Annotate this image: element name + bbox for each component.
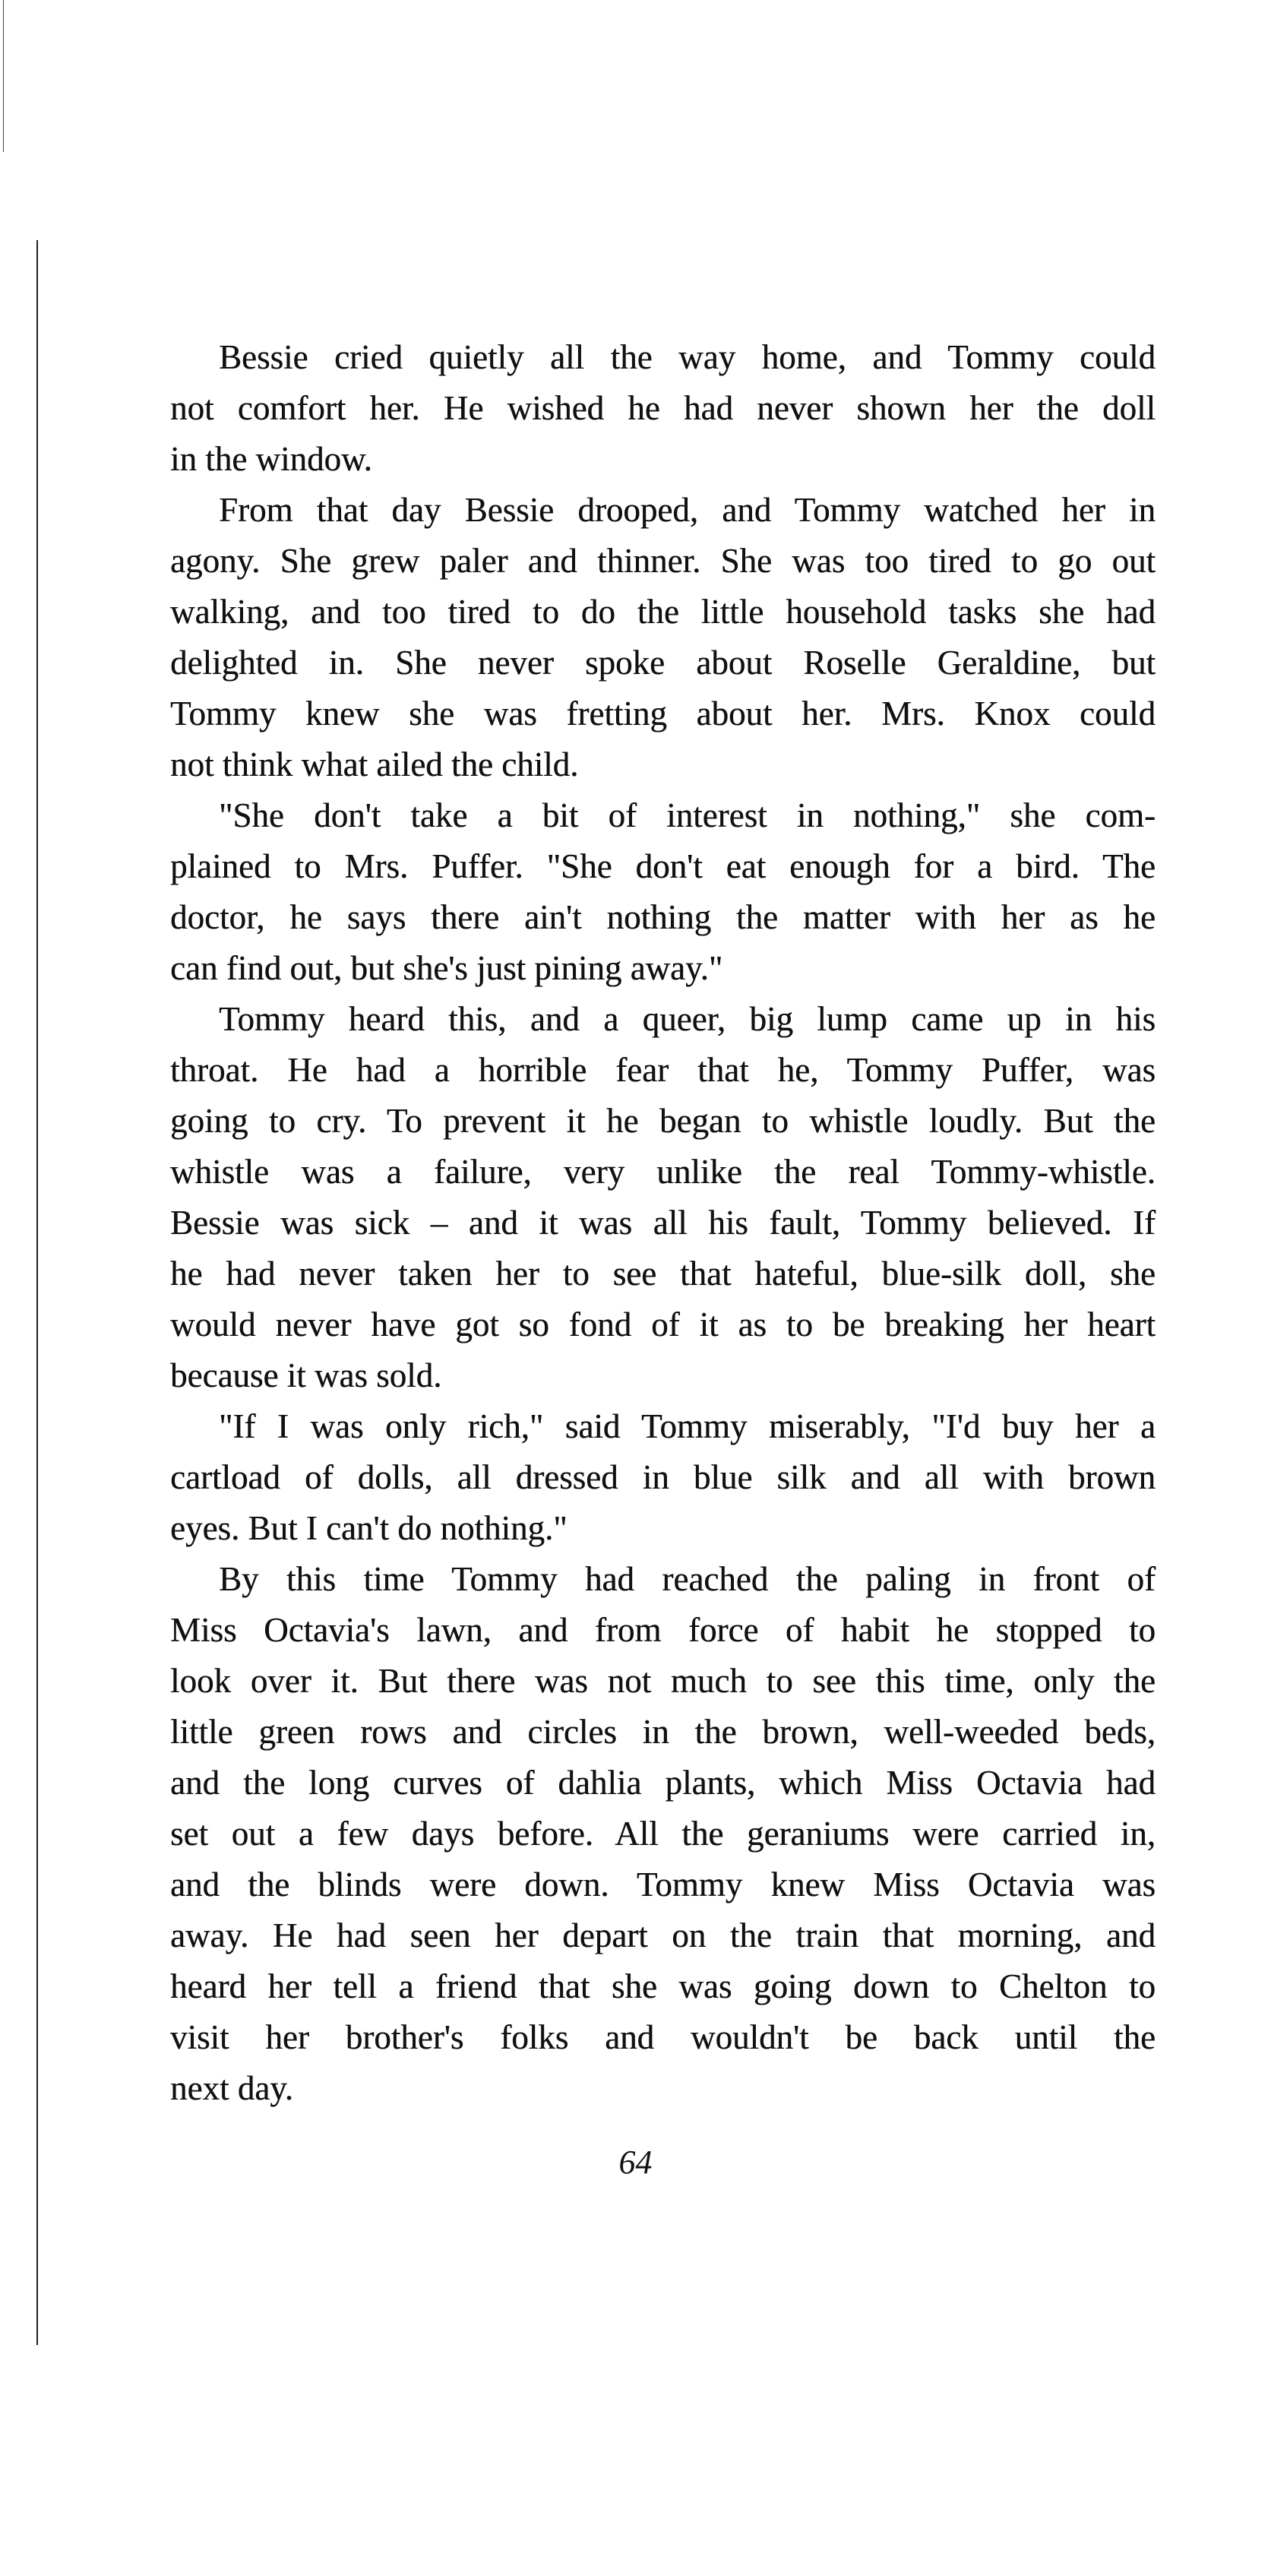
text-line: "She don't take a bit of interest in nothing," she com-: [219, 796, 1156, 834]
paragraph: [170, 994, 1156, 1401]
paragraph: [170, 485, 1156, 790]
paragraph: [170, 332, 1156, 485]
text-line: and the blinds were down. Tommy knew Miss Octavia was: [170, 1866, 1156, 1904]
text-line: in the window.: [170, 440, 372, 478]
text-line: not comfort her. He wished he had never shown her the doll: [170, 389, 1156, 427]
text-line: Tommy knew she was fretting about her. Mrs. Knox could: [170, 695, 1156, 733]
text-line: whistle was a failure, very unlike the real Tommy-whistle.: [170, 1153, 1156, 1191]
text-line: and the long curves of dahlia plants, which Miss Octavia had: [170, 1764, 1156, 1802]
text-line: away. He had seen her depart on the train that morning, and: [170, 1916, 1156, 1954]
text-line: can find out, but she's just pining away.": [170, 949, 723, 987]
paragraph: [170, 1554, 1156, 2114]
text-line: not think what ailed the child.: [170, 745, 579, 783]
text-line: eyes. But I can't do nothing.": [170, 1509, 568, 1547]
text-line: walking, and too tired to do the little household tasks she had: [170, 593, 1156, 631]
text-line: Bessie cried quietly all the way home, and Tommy could: [219, 338, 1156, 376]
text-line: Miss Octavia's lawn, and from force of habit he stopped to: [170, 1611, 1156, 1649]
text-line: By this time Tommy had reached the paling in front of: [219, 1560, 1156, 1598]
text-line: heard her tell a friend that she was going down to Chelton to: [170, 1967, 1156, 2005]
text-line: next day.: [170, 2069, 294, 2107]
page-binding-edge: [36, 240, 38, 2345]
text-line: agony. She grew paler and thinner. She was too tired to go out: [170, 542, 1156, 580]
text-line: because it was sold.: [170, 1356, 442, 1394]
text-line: cartload of dolls, all dressed in blue silk and all with brown: [170, 1458, 1156, 1496]
scan-edge-line-top: [3, 0, 4, 152]
body-text: [170, 332, 1156, 2114]
page-number: 64: [618, 2144, 653, 2181]
text-line: set out a few days before. All the geraniums were carried in,: [170, 1815, 1156, 1853]
text-line: visit her brother's folks and wouldn't be back until the: [170, 2018, 1156, 2056]
paragraph: [170, 1401, 1156, 1554]
text-line: Tommy heard this, and a queer, big lump came up in his: [219, 1000, 1156, 1038]
text-line: "If I was only rich," said Tommy miserably, "I'd buy her a: [219, 1407, 1156, 1445]
text-line: look over it. But there was not much to see this time, only the: [170, 1662, 1156, 1700]
text-line: little green rows and circles in the brown, well-weeded beds,: [170, 1713, 1156, 1751]
text-line: Bessie was sick – and it was all his fault, Tommy believed. If: [170, 1204, 1156, 1242]
text-line: doctor, he says there ain't nothing the matter with her as he: [170, 898, 1156, 936]
text-line: would never have got so fond of it as to be breaking her heart: [170, 1305, 1156, 1343]
text-line: From that day Bessie drooped, and Tommy watched her in: [219, 491, 1156, 529]
text-line: plained to Mrs. Puffer. "She don't eat enough for a bird. The: [170, 847, 1156, 885]
text-line: delighted in. She never spoke about Roselle Geraldine, but: [170, 644, 1156, 682]
paragraph: [170, 790, 1156, 994]
text-line: throat. He had a horrible fear that he, Tommy Puffer, was: [170, 1051, 1156, 1089]
text-line: he had never taken her to see that hateful, blue-silk doll, she: [170, 1255, 1156, 1293]
text-line: going to cry. To prevent it he began to whistle loudly. But the: [170, 1102, 1156, 1140]
